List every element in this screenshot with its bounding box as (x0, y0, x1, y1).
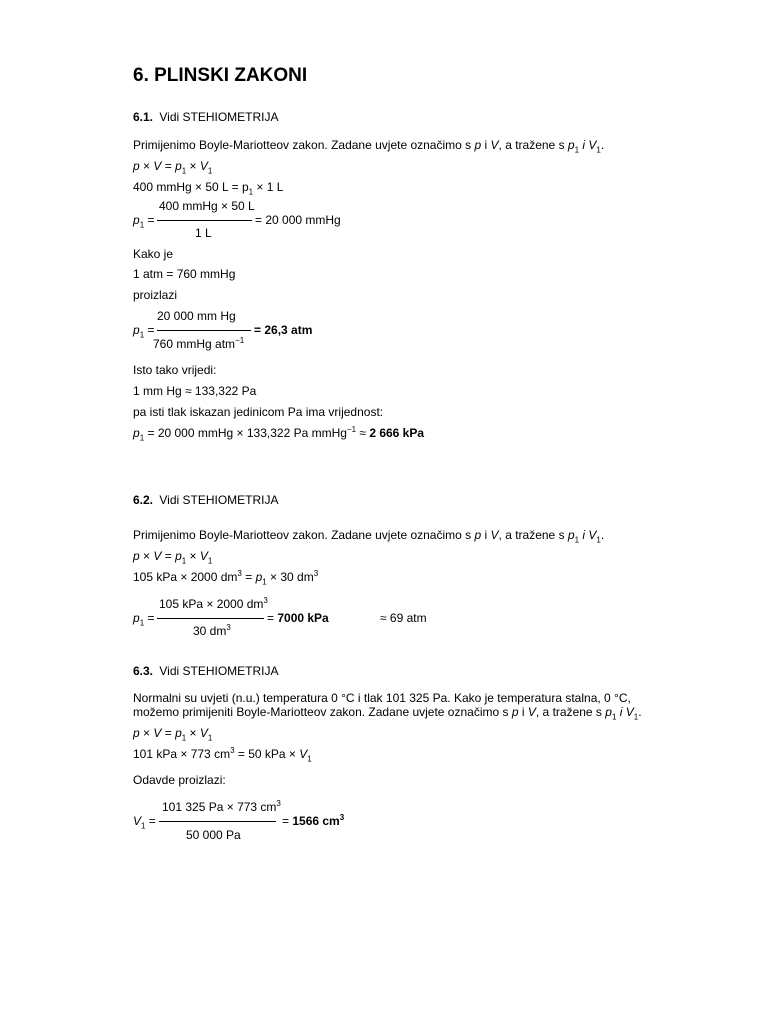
fraction-denominator: 760 mmHg atm$^{-1}$ (153, 336, 245, 351)
fraction-bar (157, 330, 251, 331)
fraction-lhs: $p_1$ = (133, 323, 155, 340)
text-line: 1 mm Hg ≈ 133,322 Pa (133, 384, 257, 398)
text-line: Kako je (133, 247, 174, 261)
fraction-result: = 1566 $cm^3$ (282, 813, 345, 828)
section-number: 6.2. (133, 493, 154, 507)
fraction-denominator: 30 $dm^3$ (193, 623, 231, 638)
fraction-numerator: 101 325 Pa × 773 $cm^3$ (162, 799, 281, 814)
fraction-bar (159, 821, 276, 822)
fraction-lhs: $p_1$ = (133, 611, 155, 628)
text-line: Normalni su uvjeti (n.u.) temperatura 0 °C i tlak 101 325 Pa. Kako je temperatura stalna, 0 °C, (133, 691, 631, 705)
equation-boyle: $p \times V = p_1 \times V_1$ (133, 549, 213, 566)
text-line: 1 atm = 760 mmHg (133, 267, 236, 281)
section-6-1-header (133, 110, 279, 124)
page-title: 6. PLINSKI ZAKONI (133, 65, 308, 86)
text-line: Odavde proizlazi: (133, 773, 226, 787)
equation-boyle: $p \times V = p_1 \times V_1$ (133, 726, 213, 743)
fraction-numerator: 20 000 mm Hg (157, 309, 236, 323)
section-reference: Vidi STEHIOMETRIJA (159, 110, 279, 124)
fraction-numerator: 400 mmHg × 50 L (159, 199, 255, 213)
fraction-bar (157, 618, 264, 619)
section-6-2-header (133, 493, 279, 507)
approx-value: ≈ 69 atm (380, 611, 427, 625)
section-number: 6.3. (133, 664, 154, 678)
text-line: Isto tako vrijedi: (133, 363, 217, 377)
fraction-lhs: $p_1$ = (133, 213, 155, 230)
section-reference: Vidi STEHIOMETRIJA (159, 664, 279, 678)
intro-line: možemo primijeniti Boyle-Mariotteov zakon. Zadane uvjete označimo s p i V, a tražene s $p_1$ i $V_1$. (133, 705, 642, 722)
fraction-result: = 7000 kPa (267, 611, 329, 625)
equation-values: 101 kPa × 773 $cm^3 = 50$ kPa × $V_1$ (133, 746, 312, 764)
fraction-result: = 26,3 atm (254, 323, 313, 337)
fraction-denominator: 1 L (195, 226, 212, 240)
intro-line: Primijenimo Boyle-Mariotteov zakon. Zadane uvjete označimo s p i V, a tražene s $p_1$ i $V_1$. (133, 528, 605, 545)
equation-values: 400 mmHg × 50 $L = p_1 \times 1$ L (133, 180, 284, 197)
section-reference: Vidi STEHIOMETRIJA (159, 493, 279, 507)
fraction-bar (157, 220, 252, 221)
fraction-result: = 20 000 mmHg (255, 213, 341, 227)
final-result-line: $p_1 = 20$ 000 mmHg × 133,322 Pa mmHg$^{-1}$ ≈ 2 666 kPa (133, 425, 425, 443)
equation-boyle: $p \times V = p_1 \times V_1$ (133, 159, 213, 176)
section-6-3-header (133, 664, 279, 678)
text-line: pa isti tlak iskazan jedinicom Pa ima vrijednost: (133, 405, 384, 419)
equation-values: 105 kPa × 2000 $dm^3 = p_1 \times 30$ $dm^3$ (133, 569, 319, 587)
fraction-numerator: 105 kPa × 2000 $dm^3$ (159, 596, 268, 611)
fraction-lhs: $V_1$ = (133, 814, 156, 831)
text-line: proizlazi (133, 288, 178, 302)
section-number: 6.1. (133, 110, 154, 124)
intro-line: Primijenimo Boyle-Mariotteov zakon. Zadane uvjete označimo s p i V, a tražene s $p_1$ i $V_1$. (133, 138, 605, 155)
fraction-denominator: 50 000 Pa (186, 828, 241, 842)
